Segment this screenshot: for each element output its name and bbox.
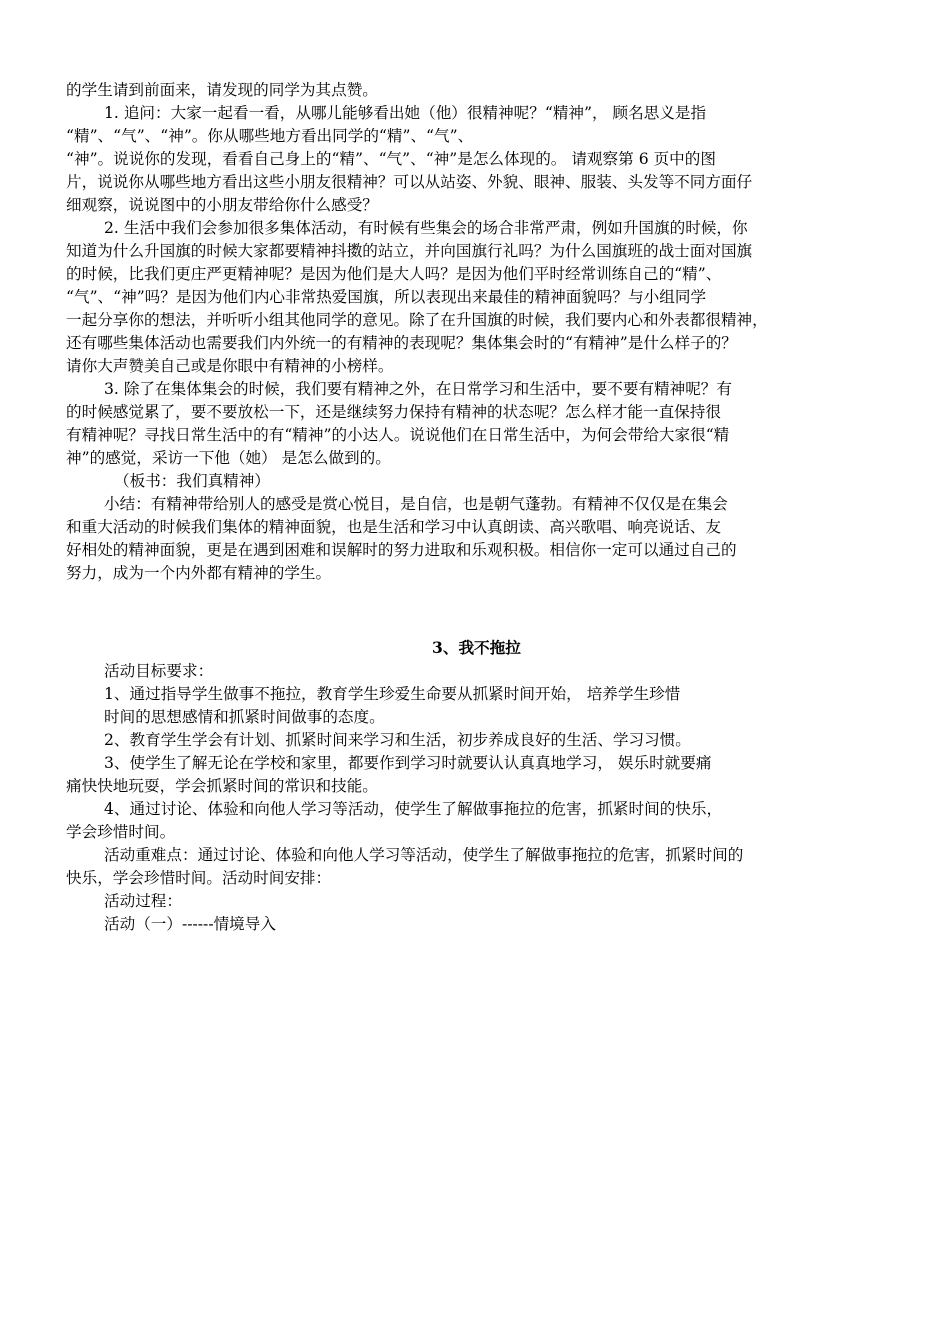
summary-line: 和重大活动的时候我们集体的精神面貌，也是生活和学习中认真朗读、高兴歌唱、响亮说话、友 — [66, 518, 721, 536]
paragraph-line: 2. 生活中我们会参加很多集体活动，有时候有些集会的场合非常严肃，例如升国旗的时候，你 — [104, 219, 748, 237]
paragraph-line: 2、教育学生学会有计划、抓紧时间来学习和生活，初步养成良好的生活、学习习惯。 — [104, 731, 691, 749]
summary-line: 努力，成为一个内外都有精神的学生。 — [66, 564, 332, 582]
paragraph-line: 的时候感觉累了，要不要放松一下，还是继续努力保持有精神的状态呢？怎么样才能一直保持很 — [66, 403, 721, 421]
paragraph-line: 活动目标要求： — [104, 662, 214, 680]
paragraph-line: 3. 除了在集体集会的时候，我们要有精神之外，在日常学习和生活中，要不要有精神呢？有 — [104, 380, 732, 398]
paragraph-line: “气”、“神”吗？是因为他们内心非常热爱国旗，所以表现出来最佳的精神面貌吗？与小组同学 — [66, 288, 707, 306]
paragraph-line: 1、通过指导学生做事不拖拉，教育学生珍爱生命要从抓紧时间开始， 培养学生珍惜 — [104, 685, 681, 703]
paragraph-line: 1. 追问：大家一起看一看，从哪儿能够看出她（他）很精神呢？“精神”， 顾名思义是指 — [104, 104, 707, 122]
paragraph-line: 3、使学生了解无论在学校和家里，都要作到学习时就要认认真真地学习， 娱乐时就要痛 — [104, 754, 712, 772]
paragraph-line: “精”、“气”、“神”。你从哪些地方看出同学的“精”、“气”、 — [66, 127, 474, 145]
paragraph-line: 4、通过讨论、体验和向他人学习等活动，使学生了解做事拖拉的危害，抓紧时间的快乐， — [104, 800, 723, 818]
paragraph-line: 神”的感觉，采访一下他（她） 是怎么做到的。 — [66, 449, 391, 467]
paragraph-line: 快乐，学会珍惜时间。活动时间安排： — [66, 869, 332, 887]
paragraph-line: 活动重难点：通过讨论、体验和向他人学习等活动，使学生了解做事拖拉的危害，抓紧时间的 — [104, 846, 744, 864]
paragraph-line: 学会珍惜时间。 — [66, 823, 176, 841]
paragraph-line: 细观察，说说图中的小朋友带给你什么感受？ — [66, 196, 378, 214]
summary-line: 小结：有精神带给别人的感受是赏心悦目，是自信，也是朝气蓬勃。有精神不仅仅是在集会 — [104, 495, 728, 513]
paragraph-line: 有精神呢？寻找日常生活中的有“精神”的小达人。说说他们在日常生活中，为何会带给大家很“精 — [66, 426, 730, 444]
paragraph-line: 痛快快地玩耍，学会抓紧时间的常识和技能。 — [66, 777, 378, 795]
paragraph-line: 还有哪些集体活动也需要我们内外统一的有精神的表现呢？集体集会时的“有精神”是什么样子的？ — [66, 334, 737, 352]
paragraph-line: 时间的思想感情和抓紧时间做事的态度。 — [104, 708, 385, 726]
section-title: 3、我不拖拉 — [432, 638, 521, 657]
paragraph-line: “神”。说说你的发现，看看自己身上的“精”、“气”、“神”是怎么体现的。 请观察第 6 页中的图 — [66, 150, 716, 168]
paragraph-line: 的时候，比我们更庄严更精神呢？是因为他们是大人吗？是因为他们平时经常训练自己的“精”、 — [66, 265, 722, 283]
paragraph-line: 的学生请到前面来，请发现的同学为其点赞。 — [66, 81, 378, 99]
paragraph-line: 一起分享你的想法，并听听小组其他同学的意见。除了在升国旗的时候，我们要内心和外表都很精神， — [66, 311, 768, 329]
paragraph-line: 知道为什么升国旗的时候大家都要精神抖擞的站立，并向国旗行礼吗？为什么国旗班的战士面对国旗 — [66, 242, 753, 260]
paragraph-line: 片，说说你从哪些地方看出这些小朋友很精神？可以从站姿、外貌、眼神、服装、头发等不同方面仔 — [66, 173, 753, 191]
paragraph-line: 活动过程： — [104, 892, 182, 910]
summary-line: 好相处的精神面貌，更是在遇到困难和误解时的努力进取和乐观积极。相信你一定可以通过自己的 — [66, 541, 737, 559]
paragraph-line: 请你大声赞美自己或是你眼中有精神的小榜样。 — [66, 357, 394, 375]
paragraph-line: 活动（一）------情境导入 — [104, 915, 276, 933]
blackboard-note: （板书：我们真精神） — [114, 472, 270, 490]
